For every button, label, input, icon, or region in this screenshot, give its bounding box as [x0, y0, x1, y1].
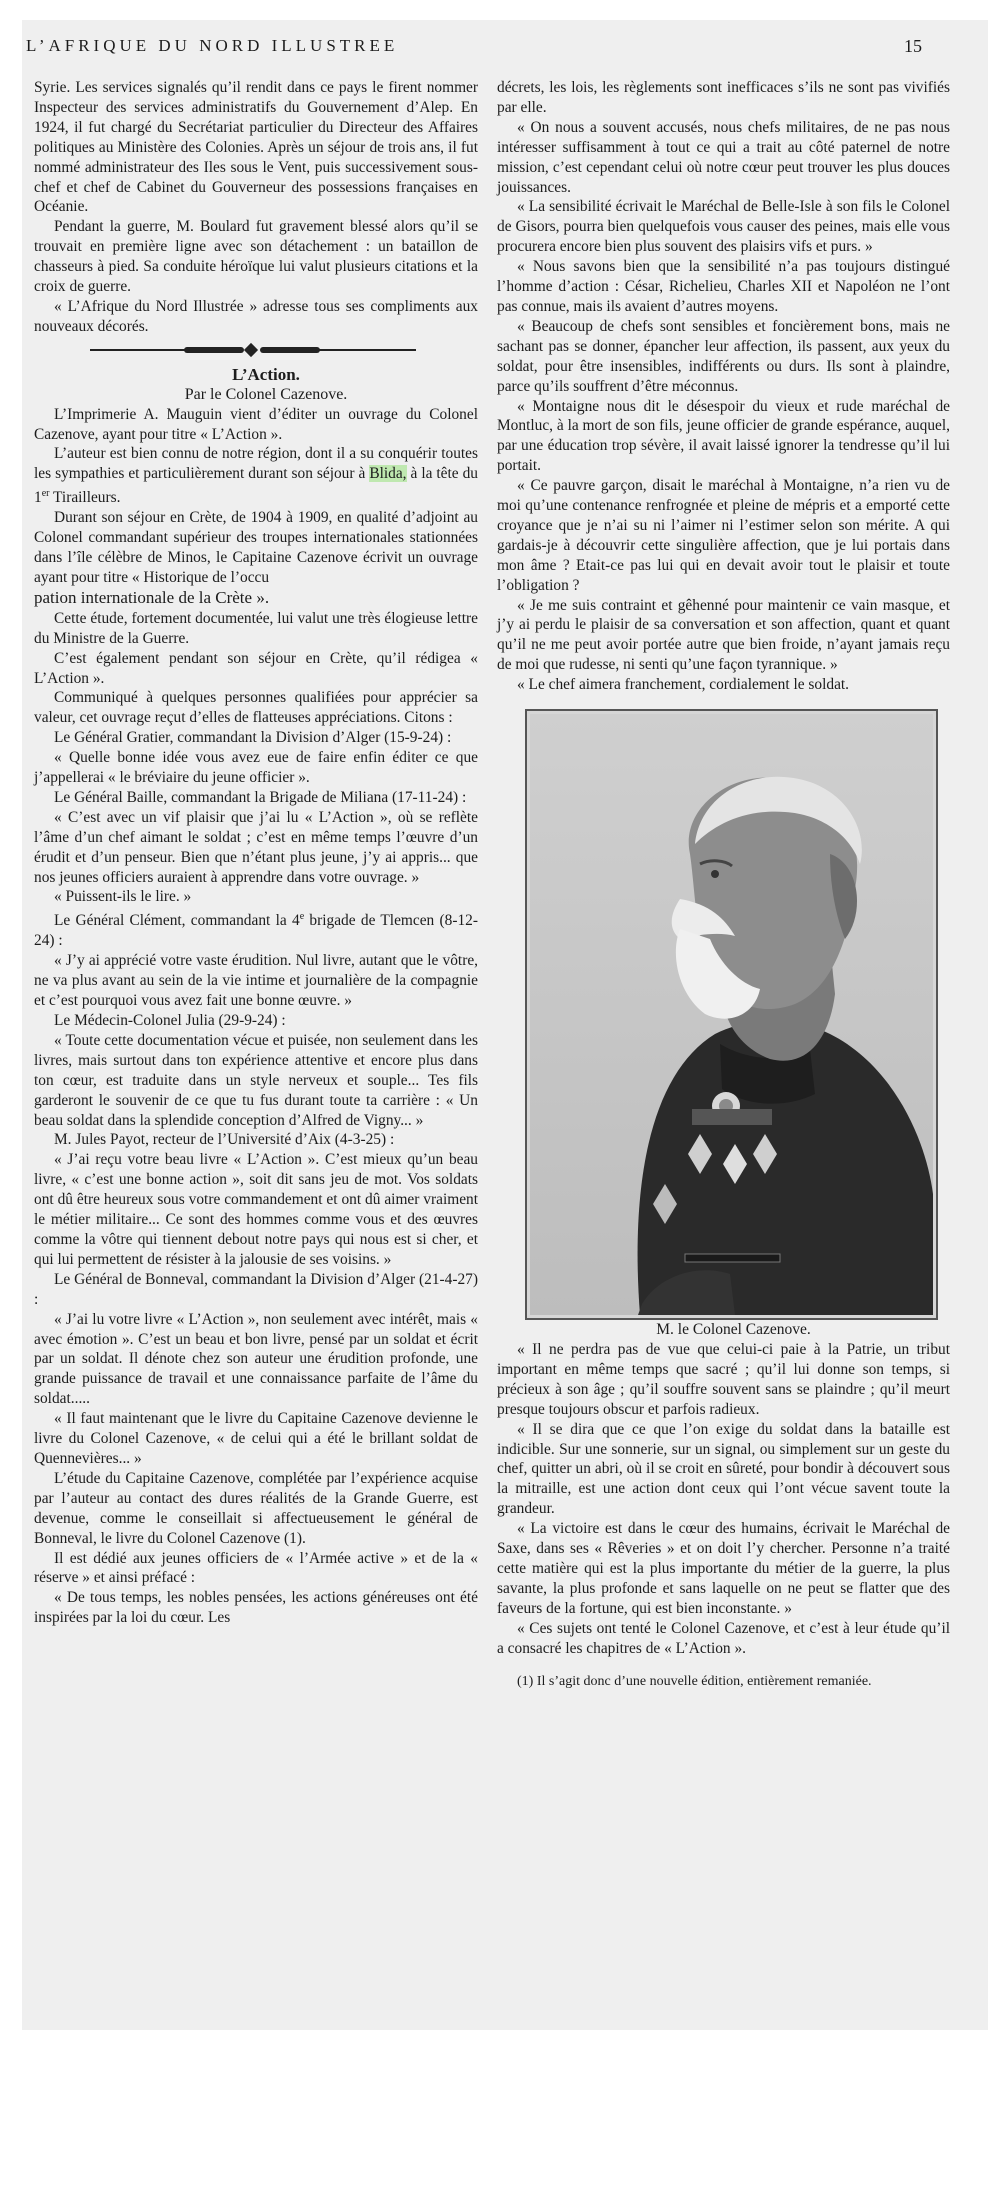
quote: « J’ai reçu votre beau livre « L’Action ». C’est mieux qu’un beau livre, « c’est une bonne action », soit dit sans jeu de mot. Vos soldats ont dû être heureux sous votre commandement et ont dû aimer vraiment le métier militaire... Ce sont des hommes comme vous et des œuvres comme la vôtre qui tiennent debout notre pays qui nous est si cher, et qui lui permettent de résister à la jalousie de ses voisins. »	[34, 1151, 478, 1268]
paragraph: Le Médecin-Colonel Julia (29-9-24) :	[54, 1012, 286, 1030]
footnote	[497, 1673, 950, 1691]
quote: « La sensibilité écrivait le Maréchal de Belle-Isle à son fils le Colonel de Gisors, pourra bien quelquefois vous causer des peines, mais elle vous procurera encore bien plus souvent des plaisirs vifs et purs. »	[497, 198, 950, 256]
portrait-illustration	[530, 714, 933, 1315]
quote: « Nous savons bien que la sensibilité n’a pas toujours distingué l’homme d’action : César, Richelieu, Charles XII et Napoléon ne l’ont pas connue, mais ils avaient d’autres moyens.	[497, 258, 950, 315]
quote: « La victoire est dans le cœur des humains, écrivait le Maréchal de Saxe, dans ses « Rêveries » et on doit l’y chercher. Personne n’a traité cette matière qui est la plus importante du métier de la guerre, la plus savante, la plus profonde et sans laquelle on ne peut se flatter que des faveurs de la fortune, qui est bien inconstante. »	[497, 1520, 950, 1617]
quote: « Ce pauvre garçon, disait le maréchal à Montaigne, n’a rien vu de moi qu’une contenance renfrognée et pleine de mépris et a emporté cette croyance que je n’ai su ni l’aimer ni l’estimer selon son mérite. A qui gardais-je à découvrir cette singulière affection, que je lui portais dans mon âme ? Etait-ce pas lui qui en devait avoir tout le plaisir et toute l’obligation ?	[497, 477, 950, 594]
text-run: Durant son séjour en Crète, de 1904 à 1909, en qualité d’adjoint au Colonel commandant supérieur des troupes internationales stationnées dans l’île célèbre de Minos, le Capitaine Cazenove écrivit un ouvrage ayant pour titre « Historique de l’occu	[34, 509, 478, 586]
text-run: L’auteur est bien connu de notre région, dont il a su conquérir toutes les sympathies et particulièrement durant son séjour à	[34, 445, 478, 483]
quote: « Quelle bonne idée vous avez eue de faire enfin éditer ce que j’appellerai « le bréviaire du jeune officier ».	[34, 749, 478, 787]
highlighted-place-name: Blida,	[369, 465, 407, 483]
paragraph: L’étude du Capitaine Cazenove, complétée par l’expérience acquise par l’auteur au contact des dures réalités de la Grande Guerre, est devenue, comme le conseillait si affectueusement le général de Bonneval, le livre du Colonel Cazenove (1).	[34, 1469, 478, 1547]
superscript: e	[299, 911, 305, 923]
quote: « J’y ai apprécié votre vaste érudition. Nul livre, autant que le vôtre, ne va plus avant au sein de la vie intime et journalière de la compagnie et c’est pourquoi vous avez fait une bonne œuvre. »	[34, 952, 478, 1010]
quote: « Puissent-ils le lire. »	[54, 888, 192, 906]
paragraph: Le Général de Bonneval, commandant la Division d’Alger (21-4-27) :	[34, 1270, 478, 1308]
quote: « Il faut maintenant que le livre du Capitaine Cazenove devienne le livre du Colonel Cazenove, « de celui qui a été le brillant soldat de Quennevières... »	[34, 1410, 478, 1467]
text-run: à la tête du 1	[34, 465, 478, 507]
paragraph: Il est dédié aux jeunes officiers de « l’Armée active » et de la « réserve » et ainsi préfacé :	[34, 1549, 478, 1587]
text-run: Tirailleurs.	[49, 489, 121, 507]
divider-bulge-left	[184, 347, 244, 353]
footnote-text: (1) Il s’agit donc d’une nouvelle édition, entièrement remaniée.	[517, 1673, 872, 1689]
quote: « Ces sujets ont tenté le Colonel Cazenove, et c’est à leur étude qu’il a consacré les chapitres de « L’Action ».	[497, 1619, 950, 1657]
paragraph: L’Imprimerie A. Mauguin vient d’éditer un ouvrage du Colonel Cazenove, ayant pour titre « L’Action ».	[34, 405, 478, 443]
photo-caption: M. le Colonel Cazenove.	[656, 1321, 811, 1339]
paragraph: M. Jules Payot, recteur de l’Université d’Aix (4-3-25) :	[54, 1131, 395, 1149]
paragraph	[34, 508, 478, 609]
text-run: brigade de Tlemcen (8-12-24) :	[34, 912, 478, 950]
paragraph	[34, 444, 478, 508]
quote: « Je me suis contraint et gêhenné pour maintenir ce vain masque, et j’y ai perdu le plaisir de sa conversation et son affection, quant et quant qu’il ne me peut avoir portée autre que bien froide, n’ayant jamais reçu de moi que rudesse, ni senti qu’une façon tyrannique. »	[497, 596, 950, 674]
quote: « Il se dira que ce que l’on exige du soldat dans la bataille est indicible. Sur une sonnerie, sur un signal, ou simplement sur un geste du chef, quitter un abri, où il se croit en sûreté, pour bondir à découvert sous la mitraille, est une action dont ceux qui l’ont vécue savent toute la grandeur.	[497, 1420, 950, 1518]
quote: « C’est avec un vif plaisir que j’ai lu « L’Action », où se reflète l’âme d’un chef aimant le soldat ; c’est en même temps l’œuvre d’un érudit et d’un penseur. Bien que n’étant plus jeune, j’y ai appris... que nos jeunes officiers auraient à apprendre dans votre ouvrage. »	[34, 808, 478, 886]
left-column	[34, 78, 478, 1628]
quote: « Il ne perdra pas de vue que celui-ci paie à la Patrie, un tribut important en même temps que sacré ; qu’il lui donne son temps, si précieux à son âge ; qu’il souffre souvent sans se plaindre ; qu’il meurt presque toujours obscur et parfois radieux.	[497, 1341, 950, 1418]
article-title: L’Action.	[232, 364, 300, 384]
quote: « De tous temps, les nobles pensées, les actions généreuses ont été inspirées par la loi du cœur. Les	[34, 1589, 478, 1627]
paragraph: décrets, les lois, les règlements sont inefficaces s’ils ne sont pas vivifiés par elle.	[497, 79, 950, 116]
page-header	[22, 32, 962, 58]
divider-line-right	[266, 349, 416, 351]
running-title: L’AFRIQUE DU NORD ILLUSTREE	[26, 36, 399, 55]
right-column	[497, 78, 950, 1691]
paragraph: Communiqué à quelques personnes qualifiées pour apprécier sa valeur, cet ouvrage reçut d’elles de flatteuses appréciations. Citons :	[34, 689, 478, 727]
quote: « Le chef aimera franchement, cordialement le soldat.	[517, 676, 850, 694]
paragraph: « L’Afrique du Nord Illustrée » adresse tous ses compliments aux nouveaux décorés.	[34, 297, 478, 335]
text-run: Le Général Clément, commandant la 4	[54, 912, 300, 930]
paragraph: C’est également pendant son séjour en Crète, qu’il rédigea « L’Action ».	[34, 649, 478, 687]
superscript: er	[41, 488, 50, 500]
paragraph: Cette étude, fortement documentée, lui valut une très élogieuse lettre du Ministre de la Guerre.	[34, 609, 478, 647]
article-byline: Par le Colonel Cazenove.	[184, 385, 348, 403]
text-run: pation internationale de la Crète ».	[34, 587, 270, 607]
quote: « Montaigne nous dit le désespoir du vieux et rude maréchal de Montluc, à la mort de son fils, jeune officier de grande espérance, auquel, par une éducation trop sévère, il avait laissé ignorer la tendresse qu’il lui portait.	[497, 397, 950, 475]
portrait-photo	[525, 709, 938, 1320]
quote: « On nous a souvent accusés, nous chefs militaires, de ne pas nous intéresser suffisamment à tout ce qui a trait au côté paternel de notre mission, c’est cependant celui où notre cœur peut trouver les plus douces jouissances.	[497, 118, 950, 196]
paragraph: Le Général Baille, commandant la Brigade de Miliana (17-11-24) :	[54, 788, 467, 806]
quote: « J’ai lu votre livre « L’Action », non seulement avec intérêt, mais « avec émotion ». C’est un beau et bon livre, pensé par un soldat et écrit par un soldat. Il dénote chez son auteur une érudition profonde, une grande puissance de travail et une connaissance parfaite de l’âme du soldat.....	[34, 1310, 478, 1408]
paragraph: Syrie. Les services signalés qu’il rendit dans ce pays le firent nommer Inspecteur des services administratifs du Gouvernement d’Alep. En 1924, il fut chargé du Secrétariat particulier du Directeur des Affaires politiques au Ministère des Colonies. Après un séjour de trois ans, il fut nommé administrateur des Iles sous le Vent, puis successivement sous-chef et chef de Cabinet du Gouverneur des possessions françaises en Océanie.	[34, 79, 478, 216]
divider-diamond	[244, 343, 258, 357]
paragraph	[34, 907, 478, 951]
page-number: 15	[904, 36, 922, 56]
paragraph: Pendant la guerre, M. Boulard fut gravement blessé alors qu’il se trouvait en première ligne avec son détachement : un bataillon de chasseurs à pied. Sa conduite héroïque lui valut plusieurs citations et la croix de guerre.	[34, 218, 478, 296]
section-divider	[34, 341, 478, 359]
paragraph: Le Général Gratier, commandant la Division d’Alger (15-9-24) :	[54, 729, 452, 747]
quote: « Beaucoup de chefs sont sensibles et foncièrement bons, mais ne sachant pas se donner, épancher leur affection, ils passent, aux yeux du soldat, pour être insensibles, indifférents ou durs. Ils sont à plaindre, parce qu’ils souffrent d’être méconnus.	[497, 317, 950, 395]
quote: « Toute cette documentation vécue et puisée, non seulement dans les livres, mais surtout dans ton expérience attentive et encore plus dans ton cœur, est traduite dans un style nerveux et souple... Tes fils garderont le souvenir de ce que tu fus durant toute ta carrière : « Un beau soldat dans la splendide conception d’Alfred de Vigny... »	[34, 1031, 478, 1129]
